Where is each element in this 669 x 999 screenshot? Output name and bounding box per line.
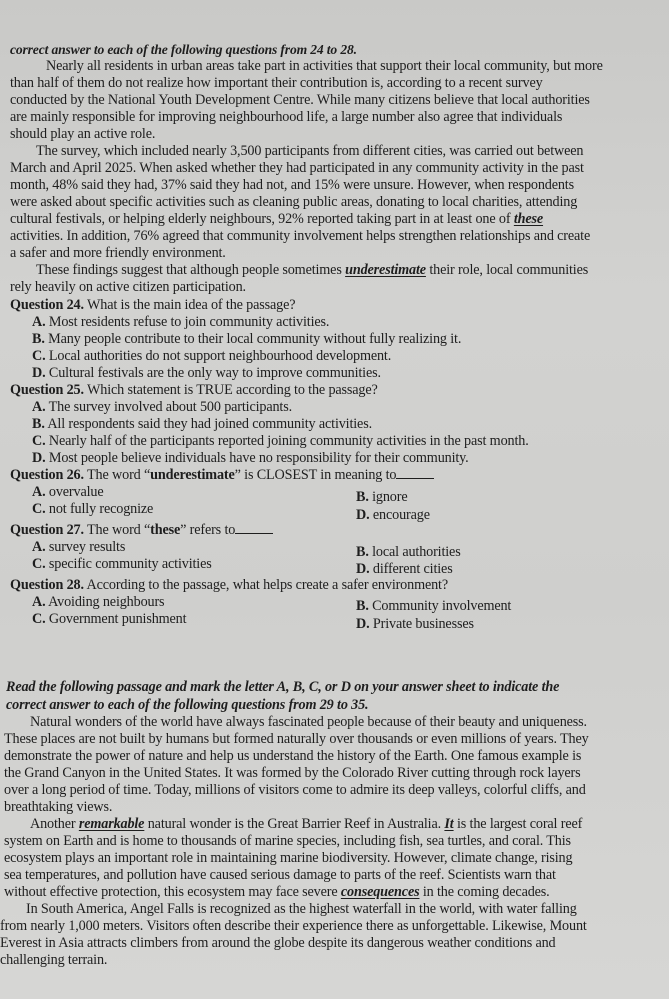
answer-blank: [396, 468, 434, 479]
option-28-b[interactable]: [356, 598, 511, 614]
option-text: Community involvement: [368, 598, 512, 614]
passage-line: than half of them do not realize how important their contribution is, according to a recent survey: [10, 75, 543, 91]
section1-instruction: correct answer to each of the following questions from 24 to 28.: [10, 42, 357, 57]
question-text: ” is CLOSEST in meaning to: [234, 467, 397, 483]
question-25: [10, 382, 378, 398]
question-26: [10, 467, 434, 483]
passage-line: over a long period of time. Today, millions of visitors come to admire its deep valleys, colorful cliffs, and: [4, 782, 586, 798]
passage-line: from nearly 1,000 meters. Visitors often describe their experience there as unforgettable. Likewise, Mount: [0, 918, 587, 934]
passage-line: challenging terrain.: [0, 952, 108, 968]
passage-line: the Grand Canyon in the United States. It was formed by the Colorado River cutting through rock layers: [4, 765, 581, 781]
question-text: The word “: [83, 467, 151, 483]
passage-line: activities. In addition, 76% agreed that community involvement helps strengthen relationships and create: [10, 228, 591, 244]
question-text: According to the passage, what helps create a safer environment?: [83, 577, 448, 593]
option-24-b[interactable]: [0, 331, 461, 347]
question-keyword: these: [150, 522, 181, 538]
option-letter: D.: [32, 365, 46, 381]
question-label: Question 27.: [10, 522, 84, 538]
question-text: Which statement is TRUE according to the passage?: [83, 382, 378, 398]
highlight-word-remarkable: remarkable: [78, 816, 145, 832]
passage-line: system on Earth and is home to thousands of marine species, including fish, sea turtles, and coral. This: [4, 833, 571, 849]
option-28-c[interactable]: [0, 611, 186, 627]
option-letter: C.: [32, 501, 46, 517]
option-letter: D.: [356, 561, 370, 577]
passage-line: Everest in Asia attracts climbers from around the globe despite its dangerous weather conditions and: [0, 935, 556, 951]
passage-line: are mainly responsible for improving neighbourhood life, a large number also agree that individuals: [10, 109, 563, 125]
option-letter: C.: [32, 556, 46, 572]
option-25-b[interactable]: [0, 416, 372, 432]
question-text: ” refers to: [180, 522, 236, 538]
option-text: Many people contribute to their local community without fully realizing it.: [44, 331, 462, 347]
option-letter: D.: [32, 450, 46, 466]
option-28-d[interactable]: [356, 616, 474, 632]
question-24: [10, 297, 295, 313]
option-letter: B.: [356, 544, 369, 560]
passage-line: March and April 2025. When asked whether they had participated in any community activity in the past: [10, 160, 584, 176]
option-27-c[interactable]: [0, 556, 212, 572]
passage-text: Another: [30, 816, 79, 832]
option-text: ignore: [368, 489, 408, 505]
passage-text: without effective protection, this ecosystem may face severe: [4, 884, 341, 900]
passage-text: in the coming decades.: [419, 884, 550, 900]
option-letter: A.: [32, 484, 46, 500]
option-26-a[interactable]: [0, 484, 103, 500]
passage-text: These findings suggest that although people sometimes: [36, 262, 346, 278]
passage-line: In South America, Angel Falls is recognized as the highest waterfall in the world, with water falling: [26, 901, 577, 917]
option-text: specific community activities: [45, 556, 212, 572]
answer-blank: [235, 523, 273, 534]
question-text: The word “: [83, 522, 151, 538]
question-text: What is the main idea of the passage?: [83, 297, 296, 313]
passage-text: natural wonder is the Great Barrier Reef in Australia.: [144, 816, 445, 832]
highlight-word-it: It: [444, 816, 454, 832]
highlight-word-consequences: consequences: [340, 884, 420, 900]
option-24-c[interactable]: [0, 348, 391, 364]
option-text: Nearly half of the participants reported joining community activities in the past month.: [45, 433, 529, 449]
option-letter: C.: [32, 348, 46, 364]
option-24-a[interactable]: [0, 314, 329, 330]
option-letter: C.: [32, 433, 46, 449]
passage-line: conducted by the National Youth Development Centre. While many citizens believe that local authorities: [10, 92, 590, 108]
option-25-a[interactable]: [0, 399, 292, 415]
passage-line: [4, 884, 550, 900]
passage-text: is the largest coral reef: [453, 816, 583, 832]
option-25-c[interactable]: [0, 433, 529, 449]
passage-line: were asked about specific activities such as cleaning public areas, donating to local charities, attending: [10, 194, 578, 210]
option-text: Most people believe individuals have no responsibility for their community.: [45, 450, 469, 466]
option-letter: A.: [32, 594, 46, 610]
passage-text: their role, local communities: [425, 262, 589, 278]
option-text: encourage: [369, 507, 430, 523]
option-text: Avoiding neighbours: [45, 594, 165, 610]
option-text: Private businesses: [369, 616, 474, 632]
option-text: All respondents said they had joined community activities.: [44, 416, 372, 432]
question-label: Question 24.: [10, 297, 84, 313]
passage-line: [4, 816, 582, 832]
option-text: survey results: [45, 539, 126, 555]
passage-line: breathtaking views.: [4, 799, 113, 815]
question-27: [10, 522, 273, 538]
option-26-d[interactable]: [356, 507, 430, 523]
passage-line: ecosystem plays an important role in maintaining marine biodiversity. However, climate change, rising: [4, 850, 573, 866]
passage-line: should play an active role.: [10, 126, 156, 142]
highlight-word-these: these: [513, 211, 544, 227]
option-letter: A.: [32, 539, 46, 555]
question-keyword: underestimate: [150, 467, 235, 483]
question-label: Question 26.: [10, 467, 84, 483]
option-text: Most residents refuse to join community activities.: [45, 314, 330, 330]
option-text: local authorities: [368, 544, 461, 560]
option-letter: D.: [356, 616, 370, 632]
option-text: The survey involved about 500 participants.: [45, 399, 292, 415]
section2-instruction-line2: correct answer to each of the following questions from 29 to 35.: [6, 697, 369, 713]
option-letter: C.: [32, 611, 46, 627]
passage-line: month, 48% said they had, 37% said they had not, and 15% were unsure. However, when respondents: [10, 177, 574, 193]
option-24-d[interactable]: [0, 365, 381, 381]
option-text: different cities: [369, 561, 453, 577]
option-text: overvalue: [45, 484, 104, 500]
option-text: Local authorities do not support neighbourhood development.: [45, 348, 392, 364]
passage-line: rely heavily on active citizen participation.: [10, 279, 246, 295]
section2-instruction-line1: Read the following passage and mark the letter A, B, C, or D on your answer sheet to indicate the: [6, 679, 560, 695]
option-26-b[interactable]: [356, 489, 407, 505]
option-27-b[interactable]: [356, 544, 461, 560]
question-label: Question 25.: [10, 382, 84, 398]
highlight-word-underestimate: underestimate: [345, 262, 426, 278]
passage-line: [10, 211, 543, 227]
passage-line: These places are not built by humans but formed naturally over thousands or even millions of years. They: [4, 731, 589, 747]
option-letter: B.: [32, 416, 45, 432]
passage-line: Nearly all residents in urban areas take part in activities that support their local community, but more: [46, 58, 603, 74]
option-text: Cultural festivals are the only way to improve communities.: [45, 365, 381, 381]
passage-line: demonstrate the power of nature and help us understand the history of the Earth. One famous example is: [4, 748, 582, 764]
question-28: [10, 577, 448, 593]
option-letter: B.: [356, 598, 369, 614]
passage-line: [10, 262, 588, 278]
option-26-c[interactable]: [0, 501, 153, 517]
option-letter: A.: [32, 399, 46, 415]
passage-line: sea temperatures, and pollution have caused serious damage to parts of the reef. Scientists warn that: [4, 867, 556, 883]
option-text: Government punishment: [45, 611, 187, 627]
passage-line: Natural wonders of the world have always fascinated people because of their beauty and uniqueness.: [30, 714, 587, 730]
option-28-a[interactable]: [0, 594, 164, 610]
option-letter: B.: [356, 489, 369, 505]
option-letter: A.: [32, 314, 46, 330]
option-letter: D.: [356, 507, 370, 523]
option-27-a[interactable]: [0, 539, 125, 555]
passage-line: a safer and more friendly environment.: [10, 245, 226, 261]
option-letter: B.: [32, 331, 45, 347]
option-25-d[interactable]: [0, 450, 469, 466]
option-27-d[interactable]: [356, 561, 453, 577]
passage-line: The survey, which included nearly 3,500 participants from different cities, was carried out between: [36, 143, 584, 159]
passage-text: cultural festivals, or helping elderly neighbours, 92% reported taking part in at least one of: [10, 211, 514, 227]
option-text: not fully recognize: [45, 501, 154, 517]
question-label: Question 28.: [10, 577, 84, 593]
